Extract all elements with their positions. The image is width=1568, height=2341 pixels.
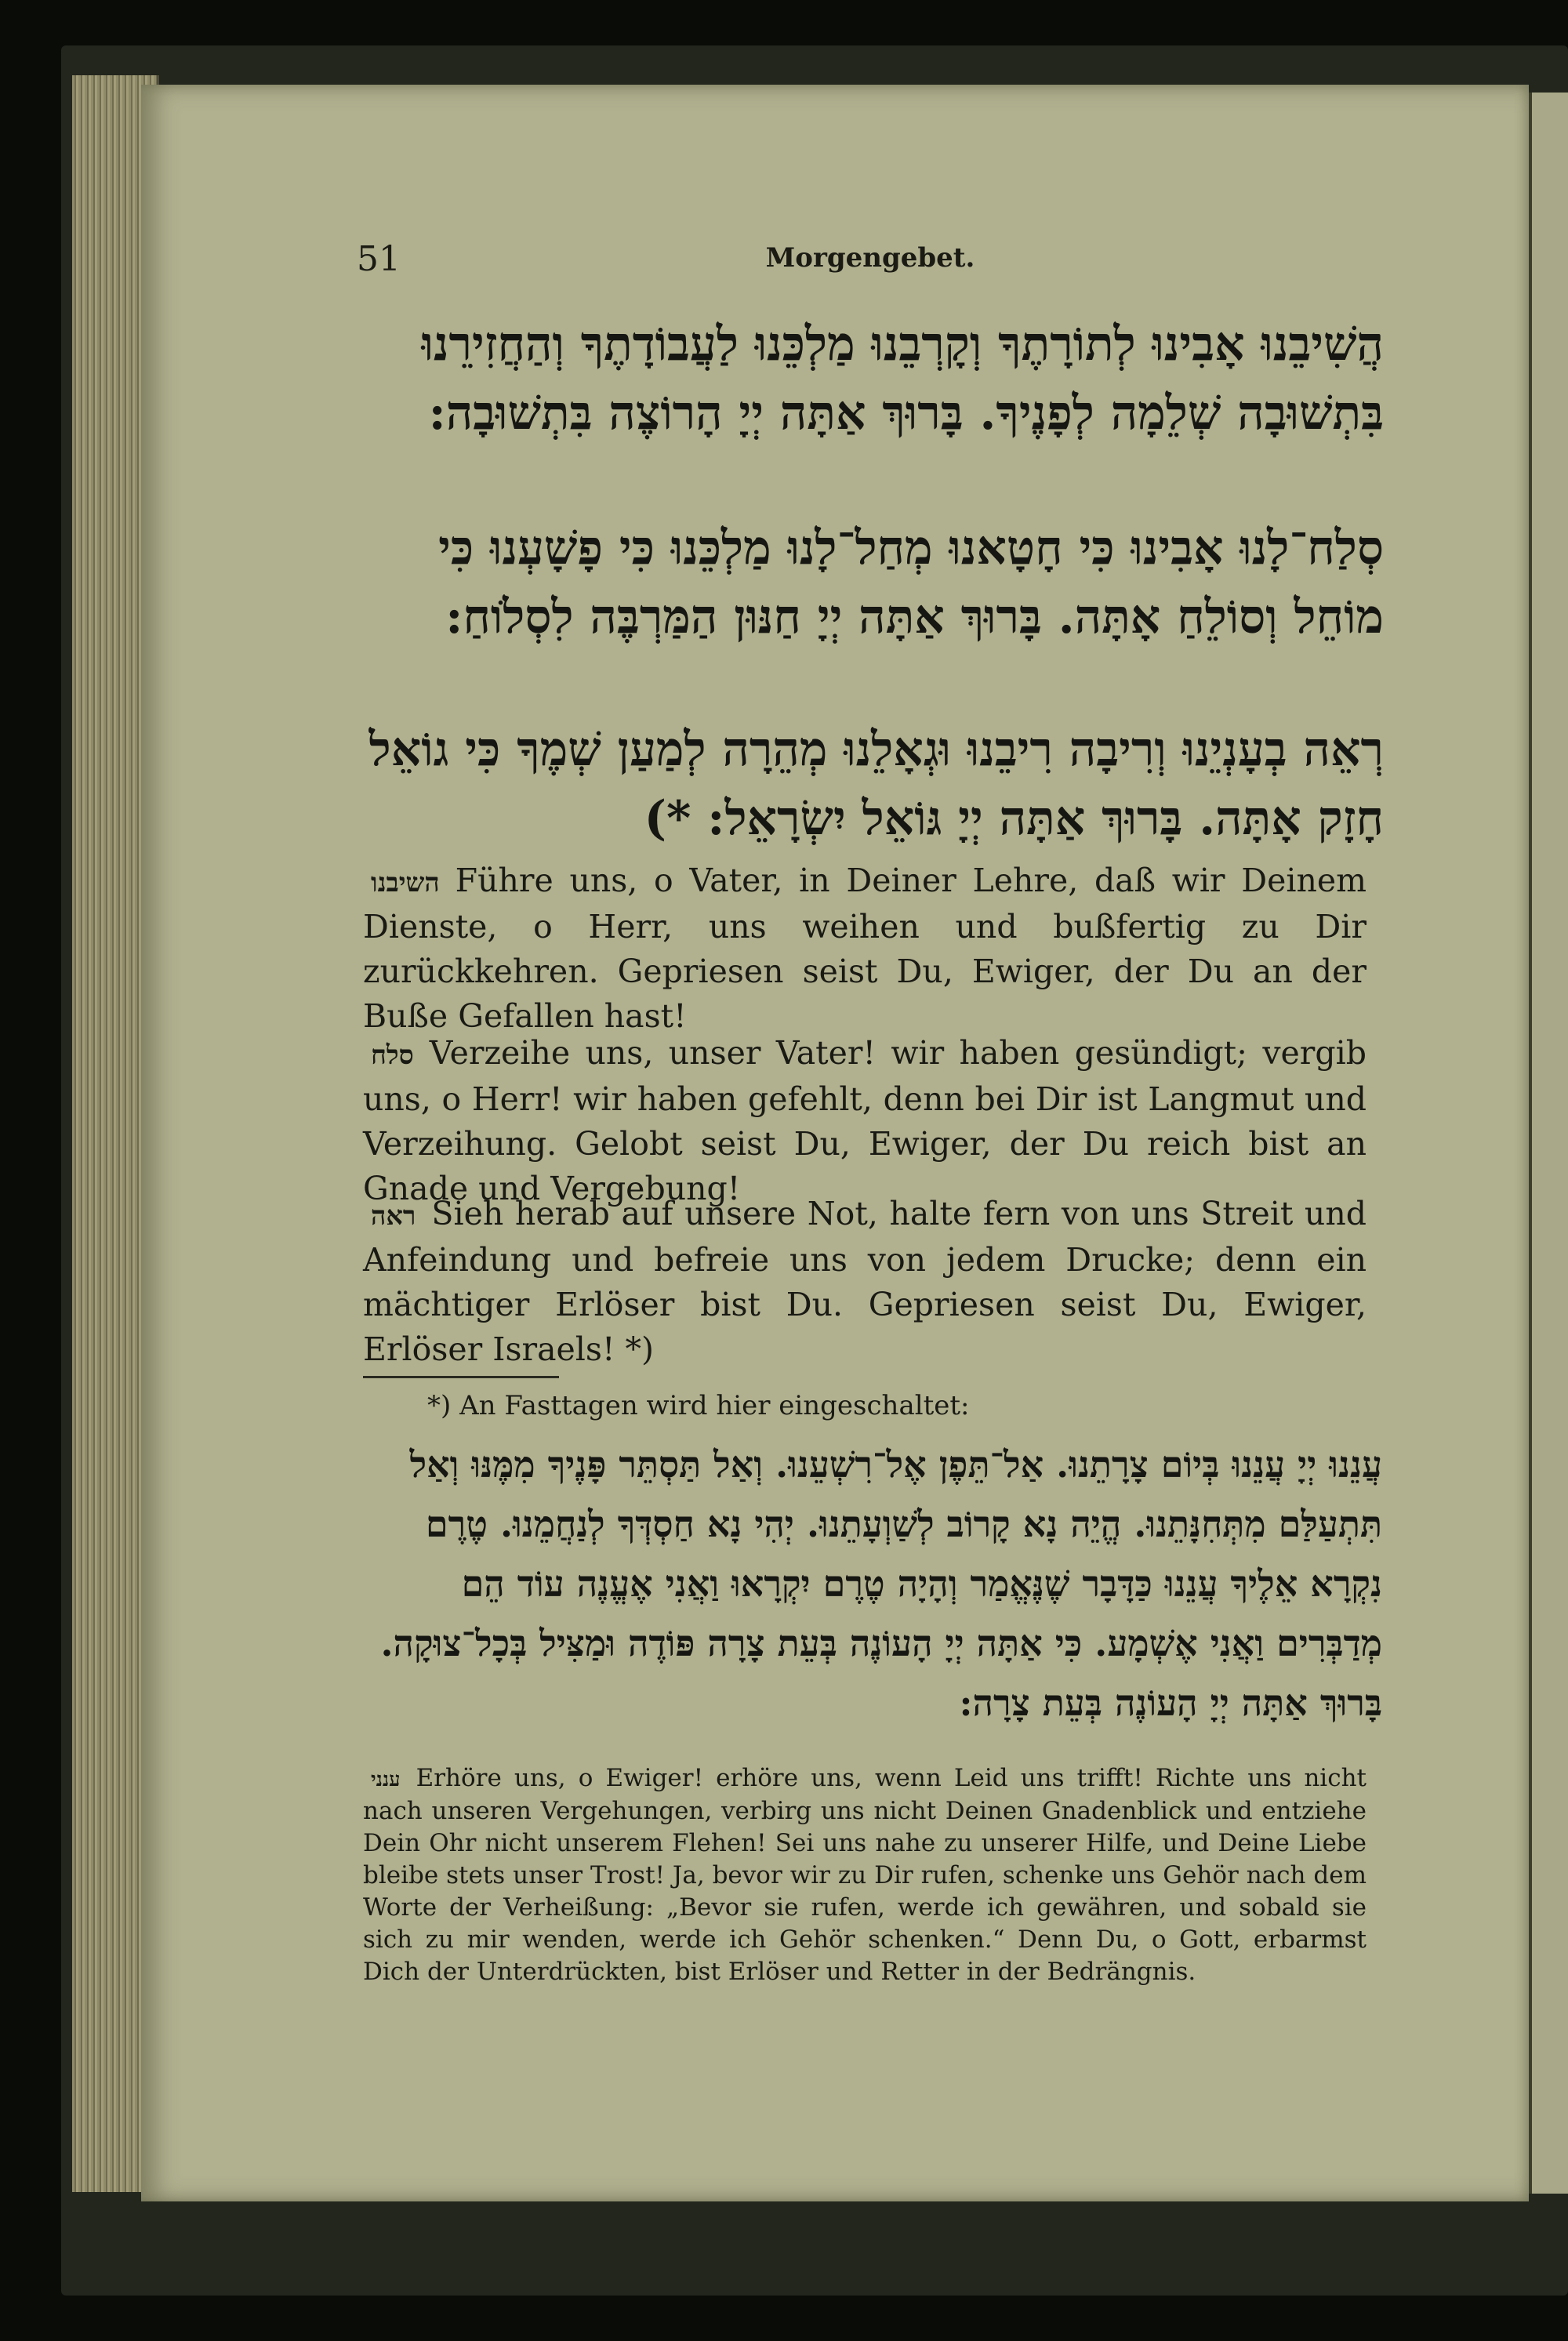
footnote-intro: *) An Fasttagen wird hier eingeschaltet: [427,1390,970,1421]
german-paragraph-hashivenu [363,858,1367,1039]
hebrew-catchword: ענני [371,1767,401,1791]
german-translation: Verzeihe uns, unser Vater! wir haben gesündigt; vergib uns, o Herr! wir haben gefehlt, denn bei Dir ist Langmut und Verzeihung. Gelobt seist Du, Ewiger, der Du reich bist an Gnade und Vergebung! [363,1034,1367,1207]
hebrew-paragraph-hashivenu: הֲשִׁיבֵנוּ אָבִינוּ לְתוֹרָתֶךָ וְקָרְבֵנוּ מַלְכֵּנוּ לַעֲבוֹדָתֶךָ וְהַחֲזִירֵנוּ בִּתְשׁוּבָה שְׁלֵמָה לְפָנֶיךָ. בָּרוּךְ אַתָּה יְיָ הָרוֹצֶה בִּתְשׁוּבָה: [421,317,1384,441]
page-title: Morgengebet. [765,242,975,274]
hebrew-paragraph-selach: סְלַח־לָנוּ אָבִינוּ כִּי חָטָאנוּ מְחַל־לָנוּ מַלְכֵּנוּ כִּי פָשָׁעְנוּ כִּי מוֹחֵל וְסוֹלֵחַ אָתָּה. בָּרוּךְ אַתָּה יְיָ חַנּוּן הַמַּרְבֶּה לִסְלֹוחַ: [438,521,1384,644]
facing-page-edge [1529,93,1568,2194]
footnote-divider [363,1376,559,1378]
running-head [357,239,1384,286]
hebrew-catchword: ראה [371,1200,416,1231]
german-translation: Führe uns, o Vater, in Deiner Lehre, daß wir Deinem Dienste, o Herr, uns weihen und bußfertig zu Dir zurückkehren. Gepriesen seist Du, Ewiger, der Du an der Buße Gefallen hast! [363,862,1367,1035]
german-paragraph-reeh [363,1192,1367,1372]
page-number: 51 [357,239,401,279]
german-translation: Sieh herab auf unsere Not, halte fern von uns Streit und Anfeindung und befreie uns von jedem Drucke; denn ein mächtiger Erlöser bist Du. Gepriesen seist Du, Ewiger, Erlöser Israels! *) [363,1195,1367,1368]
hebrew-catchword: השיבנו [371,866,440,898]
german-paragraph-selach [363,1031,1367,1211]
german-translation: Erhöre uns, o Ewiger! erhöre uns, wenn Leid uns trifft! Richte uns nicht nach unseren Vergehungen, verbirg uns nicht Deinen Gnadenblick und entziehe Dein Ohr nicht unserem Flehen! Sei uns nahe zu unserer Hilfe, und Deine Liebe bleibe stets unser Trost! Ja, bevor wir zu Dir rufen, schenke uns Gehör nach dem Worte der Verheißung: „Bevor sie rufen, werde ich gewähren, und sobald sie sich zu mir wenden, werde ich Gehör schenken.“ Denn Du, o Gott, erbarmst Dich der Unterdrückten, bist Erlöser und Retter in der Bedrängnis. [363,1764,1367,1986]
footnote-german-translation [363,1762,1367,1988]
hebrew-paragraph-reeh: רְאֵה בְעָנְיֵנוּ וְרִיבָה רִיבֵנוּ וּגְאָלֵנוּ מְהֵרָה לְמַעַן שְׁמֶךָ כִּי גוֹאֵל חָזָק אָתָּה. בָּרוּךְ אַתָּה יְיָ גּוֹאֵל יִשְׂרָאֵל: *) [368,722,1384,846]
footnote-hebrew-anenu: עֲנֵנוּ יְיָ עֲנֵנוּ בְּיוֹם צָרָתֵנוּ. אַל־תֵּפֶן אֶל־רִשְׁעֵנוּ. וְאַל תַּסְתֵּר פָּנֶיךָ מִמֶּנּוּ וְאַל תִּתְעַלַּם מִתְּחִנָּתֵנוּ. הֱיֵה נָא קָרוֹב לְשַׁוְעָתֵנוּ. יְהִי נָא חַסְדְּךָ לְנַחֲמֵנוּ. טֶרֶם נִקְרָא אֵלֶיךָ עֲנֵנוּ כַּדָּבָר שֶׁנֶּאֱמַר וְהָיָה טֶרֶם יִקְרָאוּ וַאֲנִי אֶעֱנֶה עוֹד הֵם מְדַבְּרִים וַאֲנִי אֶשְׁמָע. כִּי אַתָּה יְיָ הָעוֹנֶה בְּעֵת צָרָה פּוֹדֶה וּמַצִּיל בְּכָל־צוּקָה. בָּרוּךְ אַתָּה יְיָ הָעוֹנֶה בְּעֵת צָרָה: [380,1443,1382,1724]
hebrew-catchword: סלח [371,1039,414,1070]
